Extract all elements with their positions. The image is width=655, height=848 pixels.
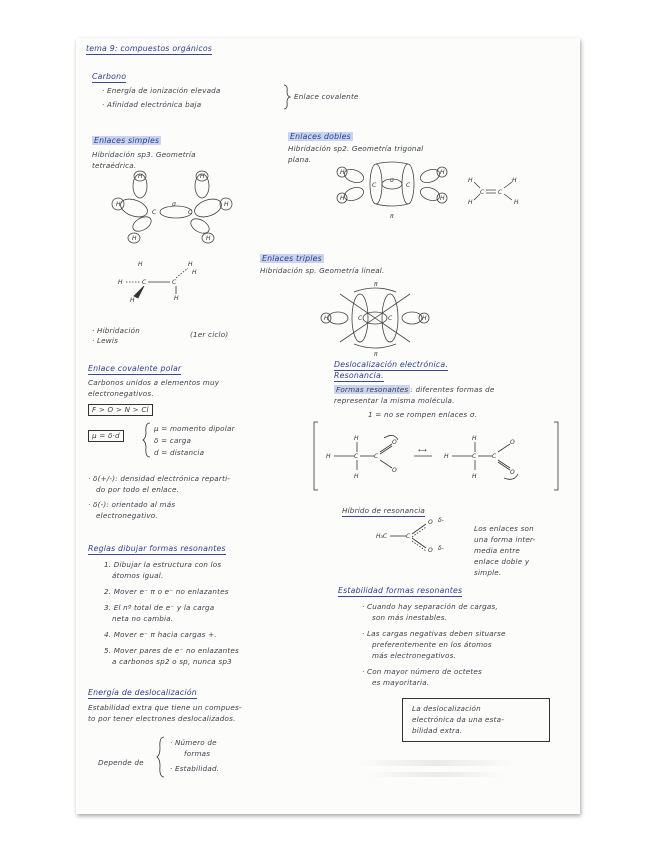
svg-text:H: H [118,279,123,286]
simples-line-2: tetraédrica. [92,161,137,170]
svg-text:H: H [130,297,135,304]
svg-text:H: H [472,435,477,442]
carbono-brace-label: Enlace covalente [294,92,359,101]
svg-text:C: C [142,279,147,286]
polar-line-1: Carbonos unidos a elementos muy [88,378,220,387]
dobles-line-1: Hibridación sp2. Geometría trigonal [288,144,424,153]
svg-text:H: H [174,295,179,302]
polar-d2: · δ(-): orientado al más [88,500,176,509]
svg-text:H: H [326,453,331,460]
polar-heading: Enlace covalente polar [88,364,182,373]
svg-text:σ: σ [172,201,176,208]
svg-text:H: H [422,315,427,322]
hib-note: (1er ciclo) [190,330,229,339]
depende-label: Depende de [98,758,144,767]
regla-5b: a carbonos sp2 o sp, nunca sp3 [112,657,232,666]
carbono-bullet-2: · Afinidad electrónica baja [102,100,202,109]
simples-line-1: Hibridación sp3. Geometría [92,150,196,159]
svg-text:δ-: δ- [438,545,444,552]
sp2-orbital-diagram [332,162,472,232]
svg-text:C: C [354,453,359,460]
bleed-through-mark [366,772,506,777]
svg-text:⟷: ⟷ [418,447,427,454]
svg-text:H: H [224,201,229,208]
hib-item-2: · Lewis [92,336,119,345]
svg-text:C: C [406,182,411,189]
depende-1b: formas [184,749,211,758]
svg-text:O: O [392,467,397,474]
sp-orbital-diagram [320,278,440,358]
hibrido-text-4: enlace doble y [474,557,530,566]
bleed-through-mark [356,760,516,766]
estab-2: · Las cargas negativas deben situarse [362,629,506,638]
dipole-item-3: d = distancia [154,448,205,457]
svg-text:σ: σ [390,177,394,184]
estab-1b: son más inestables. [372,613,448,622]
svg-text:C: C [188,209,193,216]
box-line-2: electrónica da una esta- [412,715,504,724]
estabilidad-heading: Estabilidad formas resonantes [338,586,463,595]
dobles-heading: Enlaces dobles [290,132,351,141]
regla-3: 3. El nº total de e⁻ y la carga [104,603,215,612]
depende-1: · Número de [170,738,217,747]
svg-text:H: H [188,261,193,268]
svg-text:O: O [428,547,433,554]
regla-2: 2. Mover e⁻ π o e⁻ no enlazantes [104,587,229,596]
svg-text:O: O [428,519,433,526]
svg-text:C: C [152,209,157,216]
svg-text:H: H [116,201,121,208]
page-title: tema 9: compuestos orgánicos [86,44,213,53]
svg-text:H: H [472,473,477,480]
svg-text:C: C [358,315,363,322]
polar-d1b: do por todo el enlace. [96,485,180,494]
svg-text:H: H [138,261,143,268]
estab-3: · Con mayor número de octetes [362,667,482,676]
svg-text:H: H [354,435,359,442]
svg-text:H: H [512,177,517,184]
hibrido-text-2: una forma inter- [474,535,536,544]
svg-text:H: H [340,169,345,176]
svg-text:π: π [374,351,378,358]
resonance-hybrid [376,516,466,556]
svg-text:H: H [340,195,345,202]
reglas-heading: Reglas dibujar formas resonantes [88,544,226,553]
svg-text:O: O [510,469,515,476]
deslocal-heading-2: Resonancia. [334,371,384,380]
energia-line-2: to por tener electrones deslocalizados. [88,714,236,723]
svg-text:H: H [468,199,473,206]
estab-2c: más electronegativos. [372,651,457,660]
dipole-brace [142,422,152,458]
hibrido-text-1: Los enlaces son [474,524,534,533]
polar-line-2: electronegativos. [88,389,154,398]
notebook-page [76,38,580,814]
hibrido-text-5: simple. [474,568,502,577]
regla-4: 4. Mover e⁻ π hacia cargas +. [104,630,217,639]
svg-text:π: π [374,281,378,288]
carbono-bullet-1: · Energía de ionización elevada [102,86,221,95]
ethene-structure [466,174,526,214]
carbono-brace [282,84,292,110]
estab-2b: preferentemente en los átomos [372,640,492,649]
svg-text:C: C [480,189,485,196]
dobles-line-2: plana. [288,155,312,164]
polar-d1: · δ(+/-): densidad electrónica reparti- [88,474,231,483]
dipole-formula: μ = δ·d [88,430,124,442]
depende-brace [156,736,166,778]
regla-1b: átomos igual. [112,571,164,580]
sp3-orbital-diagram [96,172,246,252]
dipole-item-2: δ = carga [154,436,192,445]
energia-heading: Energía de deslocalización [88,688,197,697]
svg-text:H: H [440,169,445,176]
svg-text:C: C [498,189,503,196]
regla-3b: neta no cambia. [112,614,174,623]
hibrido-label: Híbrido de resonancia [342,506,426,515]
electronegativity-order: F > O > N > Cl [88,404,153,416]
regla-1: 1. Dibujar la estructura con los [104,560,222,569]
hibrido-text-3: media entre [474,546,521,555]
svg-text:δ-: δ- [438,517,444,524]
svg-text:C: C [172,279,177,286]
svg-text:H: H [440,195,445,202]
svg-text:C: C [374,453,379,460]
triples-heading: Enlaces triples [262,254,322,263]
simples-heading: Enlaces simples [94,136,160,145]
svg-text:H: H [138,173,143,180]
estab-1: · Cuando hay separación de cargas, [362,602,498,611]
svg-text:H: H [132,235,137,242]
hib-item-1: · Hibridación [92,326,140,335]
formas-resonantes-line-2: representar la misma molécula. [334,396,455,405]
svg-text:C: C [388,315,393,322]
svg-text:C: C [472,453,477,460]
svg-text:H: H [324,315,329,322]
svg-text:H₃C: H₃C [376,533,388,540]
energia-line-1: Estabilidad extra que tiene un compues- [88,703,242,712]
deslocal-heading-1: Deslocalización electrónica. [334,360,449,369]
svg-text:H: H [468,177,473,184]
svg-text:H: H [354,473,359,480]
resonance-note: 1 = no se rompen enlaces σ. [368,410,478,419]
svg-text:H: H [192,269,197,276]
box-line-3: bilidad extra. [412,726,463,735]
svg-text:H: H [206,235,211,242]
polar-d2b: electronegativo. [96,511,158,520]
svg-text:H: H [444,453,449,460]
svg-text:C: C [406,533,411,540]
ethane-wedge-structure [116,258,216,318]
resonance-structures [314,422,564,492]
box-line-1: La deslocalización [412,704,481,713]
svg-text:C: C [492,453,497,460]
svg-text:π: π [390,213,394,220]
svg-text:O: O [392,439,397,446]
svg-text:O: O [510,439,515,446]
dipole-item-1: μ = momento dipolar [154,424,235,433]
formas-resonantes-line: Formas resonantes : diferentes formas de [336,385,495,394]
triples-line-1: Hibridación sp. Geometría lineal. [260,266,385,275]
svg-text:H: H [200,173,205,180]
estab-3b: es mayoritaria. [372,678,430,687]
svg-text:H: H [514,199,519,206]
depende-2: · Estabilidad. [170,764,220,773]
regla-5: 5. Mover pares de e⁻ no enlazantes [104,646,239,655]
carbono-heading: Carbono [92,72,127,81]
svg-text:C: C [372,182,377,189]
